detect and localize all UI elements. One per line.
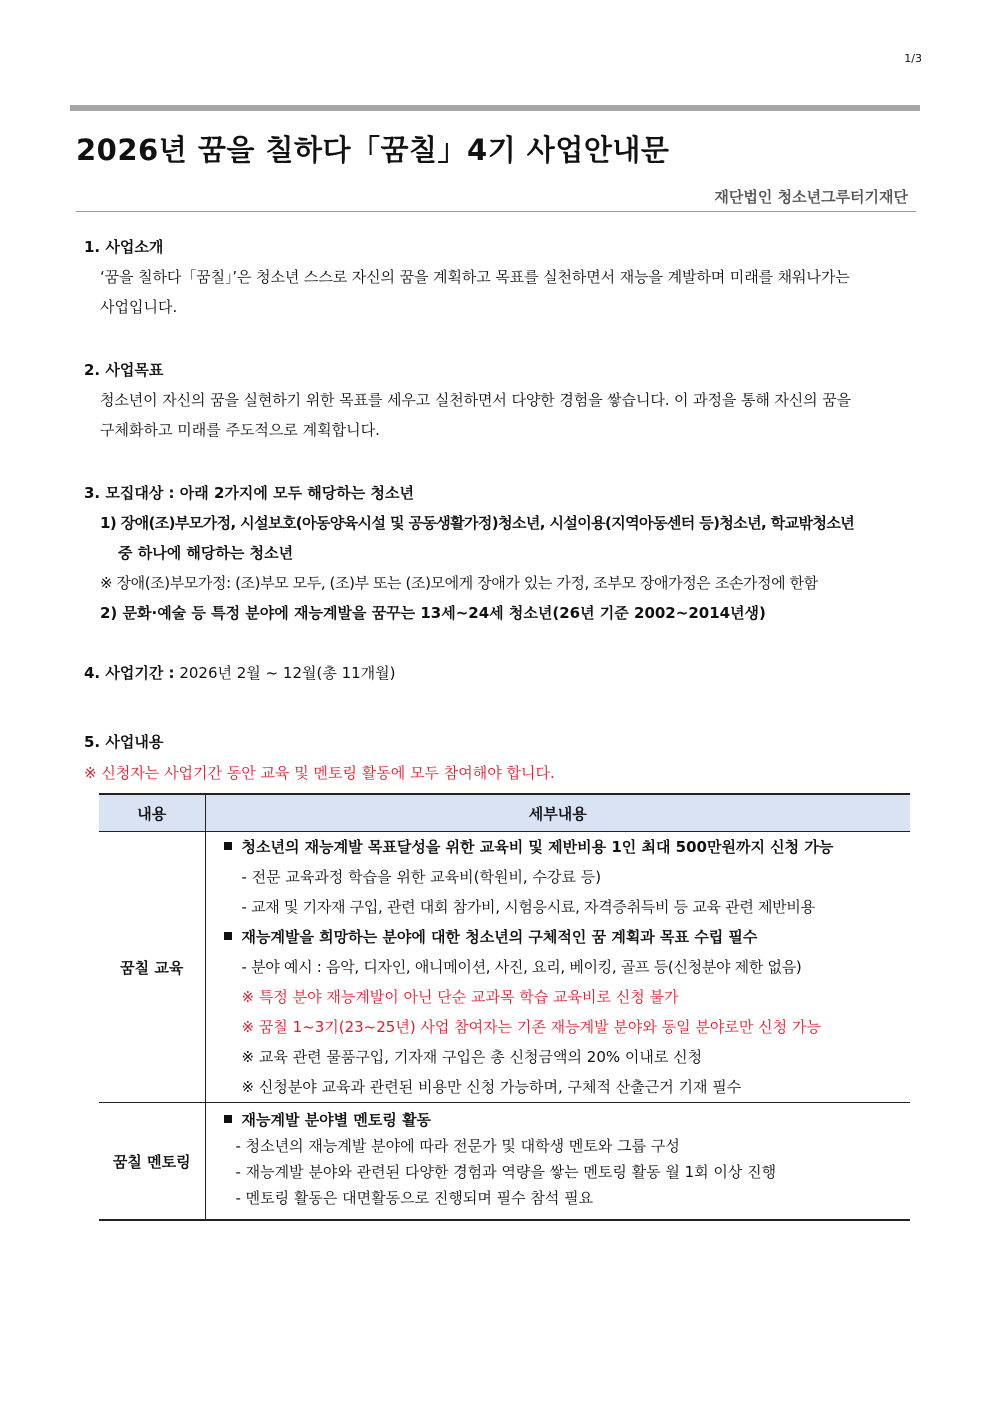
detail-sub-line: - 전문 교육과정 학습을 위한 교육비(학원비, 수강료 등)	[241, 868, 602, 886]
table-header-content: 내용	[99, 794, 205, 832]
detail-note-line: ※ 신청분야 교육과 관련된 비용만 신청 가능하며, 구체적 산출근거 기재 필수	[241, 1078, 742, 1096]
program-content-table	[99, 793, 910, 1221]
section3-heading: 3. 모집대상 : 아래 2가지에 모두 해당하는 청소년	[84, 484, 414, 502]
section4-value: 2026년 2월 ~ 12월(총 11개월)	[179, 664, 396, 682]
top-divider-bar	[70, 105, 920, 111]
row-label-mentoring: 꿈칠 멘토링	[99, 1103, 205, 1221]
section2-body-line1: 청소년이 자신의 꿈을 실현하기 위한 목표를 세우고 실천하면서 다양한 경험을 쌓습니다. 이 과정을 통해 자신의 꿈을	[100, 391, 852, 409]
detail-sub-line: - 재능계발 분야와 관련된 다양한 경험과 역량을 쌓는 멘토링 활동 월 1회 이상 진행	[235, 1163, 777, 1181]
table-header-detail: 세부내용	[205, 794, 910, 832]
section2-heading: 2. 사업목표	[84, 361, 164, 379]
table-row-mentoring	[99, 1103, 910, 1221]
row-detail-education	[205, 832, 910, 1103]
detail-sub-line: - 멘토링 활동은 대면활동으로 진행되며 필수 참석 필요	[235, 1189, 594, 1207]
detail-warning-line: ※ 특정 분야 재능계발이 아닌 단순 교과목 학습 교육비로 신청 불가	[241, 988, 679, 1006]
section3-item1-line2: 중 하나에 해당하는 청소년	[118, 544, 294, 562]
detail-bullet-line: 재능계발을 희망하는 분야에 대한 청소년의 구체적인 꿈 계획과 목표 수립 필수	[206, 922, 911, 952]
detail-sub-line: - 청소년의 재능계발 분야에 따라 전문가 및 대학생 멘토와 그룹 구성	[235, 1137, 680, 1155]
document-title: 2026년 꿈을 칠하다「꿈칠」4기 사업안내문	[76, 133, 670, 167]
section3-item2: 2) 문화·예술 등 특정 분야에 재능계발을 꿈꾸는 13세~24세 청소년(26년 기준 2002~2014년생)	[100, 604, 766, 622]
detail-sub-line: - 교재 및 기자재 구입, 관련 대회 참가비, 시험응시료, 자격증취득비 등 교육 관련 제반비용	[241, 898, 815, 916]
table-header-row	[99, 794, 910, 832]
section2-body-line2: 구체화하고 미래를 주도적으로 계획합니다.	[100, 421, 380, 439]
detail-note-line: ※ 교육 관련 물품구입, 기자재 구입은 총 신청금액의 20% 이내로 신청	[241, 1048, 703, 1066]
section5-heading: 5. 사업내용	[84, 733, 164, 751]
section1-body-line1: ‘꿈을 칠하다「꿈칠」’은 청소년 스스로 자신의 꿈을 계획하고 목표를 실천하면서 재능을 계발하며 미래를 채워나가는	[100, 268, 850, 286]
square-bullet-icon	[224, 842, 232, 850]
section3-note: ※ 장애(조)부모가정: (조)부모 모두, (조)부 또는 (조)모에게 장애가 있는 가정, 조부모 장애가정은 조손가정에 한함	[100, 574, 818, 592]
detail-sub-line: - 분야 예시 : 음악, 디자인, 애니메이션, 사진, 요리, 베이킹, 골프 등(신청분야 제한 없음)	[241, 958, 802, 976]
section3-item1-line1: 1) 장애(조)부모가정, 시설보호(아동양육시설 및 공동생활가정)청소년, 시설이용(지역아동센터 등)청소년, 학교밖청소년	[100, 514, 855, 532]
section1-heading: 1. 사업소개	[84, 238, 164, 256]
square-bullet-icon	[224, 1115, 232, 1123]
section1-body-line2: 사업입니다.	[100, 298, 178, 316]
table-row-education	[99, 832, 910, 1103]
detail-warning-line: ※ 꿈칠 1~3기(23~25년) 사업 참여자는 기존 재능계발 분야와 동일 분야로만 신청 가능	[241, 1018, 821, 1036]
section5-notice: ※ 신청자는 사업기간 동안 교육 및 멘토링 활동에 모두 참여해야 합니다.	[84, 764, 555, 782]
row-label-education: 꿈칠 교육	[99, 832, 205, 1103]
section4-heading: 4. 사업기간 :	[84, 664, 175, 682]
detail-bullet-line: 청소년의 재능계발 목표달성을 위한 교육비 및 제반비용 1인 최대 500만원까지 신청 가능	[206, 832, 911, 862]
detail-bullet-line: 재능계발 분야별 멘토링 활동	[206, 1107, 911, 1133]
organization-name: 재단법인 청소년그루터기재단	[714, 188, 908, 206]
row-detail-mentoring	[205, 1103, 910, 1221]
square-bullet-icon	[224, 932, 232, 940]
title-underline	[76, 211, 916, 212]
page-number: 1/3	[904, 52, 922, 65]
